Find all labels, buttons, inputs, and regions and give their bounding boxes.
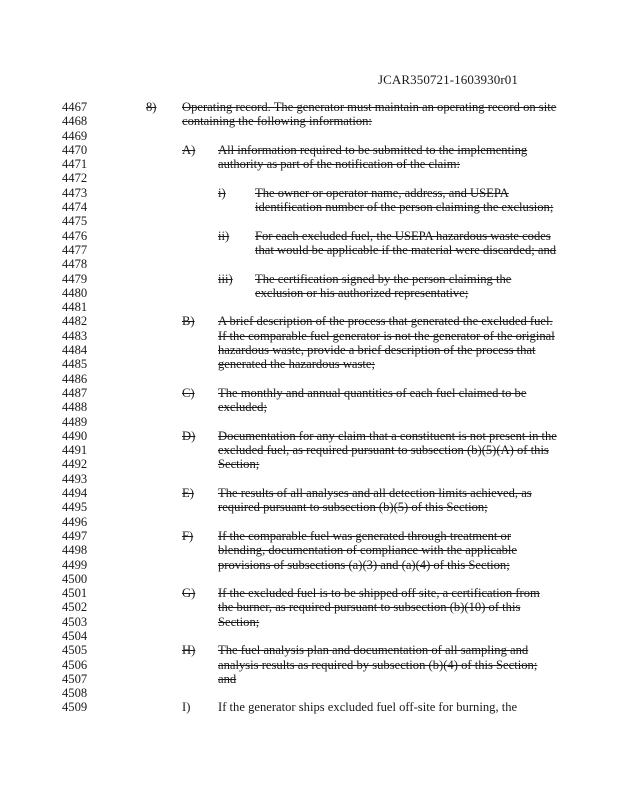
- line-number: 4468: [62, 114, 88, 129]
- document-line: [0, 357, 624, 371]
- line-number: 4477: [62, 242, 88, 257]
- line-number: 4509: [62, 700, 88, 715]
- line-number: 4500: [62, 571, 88, 586]
- document-body: [0, 100, 624, 715]
- document-line: [0, 472, 624, 486]
- document-line: [0, 572, 624, 586]
- item-label: I): [182, 700, 191, 715]
- line-number: 4487: [62, 385, 88, 400]
- line-text: The results of all analyses and all detection limits achieved, as: [218, 486, 532, 501]
- document-line: [0, 415, 624, 429]
- line-text: the burner, as required pursuant to subsection (b)(10) of this: [218, 600, 521, 615]
- line-number: 4486: [62, 371, 88, 386]
- line-number: 4482: [62, 314, 88, 329]
- line-text: provisions of subsections (a)(3) and (a)(4) of this Section;: [218, 557, 510, 572]
- document-line: [0, 186, 624, 200]
- line-number: 4492: [62, 457, 88, 472]
- line-number: 4497: [62, 528, 88, 543]
- item-label: C): [182, 385, 195, 400]
- document-line: [0, 486, 624, 500]
- document-line: [0, 343, 624, 357]
- line-number: 4479: [62, 271, 88, 286]
- line-number: 4508: [62, 686, 88, 701]
- line-number: 4507: [62, 671, 88, 686]
- line-text: excluded fuel, as required pursuant to subsection (b)(5)(A) of this: [218, 443, 549, 458]
- document-line: [0, 443, 624, 457]
- line-number: 4505: [62, 643, 88, 658]
- line-text: A brief description of the process that generated the excluded fuel.: [218, 314, 553, 329]
- document-line: [0, 286, 624, 300]
- line-number: 4491: [62, 443, 88, 458]
- line-number: 4489: [62, 414, 88, 429]
- document-line: [0, 658, 624, 672]
- line-number: 4470: [62, 142, 88, 157]
- document-line: [0, 500, 624, 514]
- line-text: excluded;: [218, 400, 267, 415]
- document-line: [0, 672, 624, 686]
- document-line: [0, 558, 624, 572]
- line-number: 4467: [62, 100, 88, 114]
- line-number: 4480: [62, 285, 88, 300]
- document-line: [0, 300, 624, 314]
- line-number: 4493: [62, 471, 88, 486]
- line-text: hazardous waste, provide a brief description of the process that: [218, 343, 536, 358]
- document-line: [0, 257, 624, 271]
- document-line: [0, 329, 624, 343]
- document-line: [0, 400, 624, 414]
- line-text: generated the hazardous waste;: [218, 357, 375, 372]
- item-label: A): [182, 142, 196, 157]
- line-number: 4475: [62, 214, 88, 229]
- item-label: B): [182, 314, 195, 329]
- line-number: 4490: [62, 428, 88, 443]
- line-number: 4471: [62, 157, 88, 172]
- document-line: [0, 629, 624, 643]
- line-text: blending, documentation of compliance with the applicable: [218, 543, 518, 558]
- document-line: [0, 114, 624, 128]
- line-number: 4502: [62, 600, 88, 615]
- line-number: 4478: [62, 257, 88, 272]
- line-text: If the comparable fuel was generated through treatment or: [218, 528, 512, 543]
- document-line: [0, 272, 624, 286]
- document-line: [0, 457, 624, 471]
- line-text: and: [218, 671, 237, 686]
- document-line: [0, 171, 624, 185]
- line-text: exclusion or his authorized representative;: [255, 285, 469, 300]
- line-text: Operating record. The generator must maintain an operating record on site: [182, 100, 557, 114]
- item-label: ii): [218, 228, 230, 243]
- item-label: E): [182, 486, 194, 501]
- line-number: 4481: [62, 300, 88, 315]
- item-label: iii): [218, 271, 233, 286]
- document-line: [0, 586, 624, 600]
- document-line: [0, 386, 624, 400]
- document-line: [0, 314, 624, 328]
- line-text: analysis results as required by subsection (b)(4) of this Section;: [218, 657, 538, 672]
- document-line: [0, 429, 624, 443]
- item-label: G): [182, 586, 196, 601]
- document-line: [0, 529, 624, 543]
- document-line: [0, 129, 624, 143]
- line-text: authority as part of the notification of the claim:: [218, 157, 461, 172]
- line-text: The fuel analysis plan and documentation of all sampling and: [218, 643, 529, 658]
- document-line: [0, 157, 624, 171]
- document-line: [0, 600, 624, 614]
- document-line: [0, 229, 624, 243]
- line-text: The monthly and annual quantities of each fuel claimed to be: [218, 385, 527, 400]
- item-label: i): [218, 185, 226, 200]
- line-number: 4469: [62, 128, 88, 143]
- line-number: 4476: [62, 228, 88, 243]
- line-text: All information required to be submitted to the implementing: [218, 142, 528, 157]
- document-line: [0, 143, 624, 157]
- line-text: required pursuant to subsection (b)(5) of this Section;: [218, 500, 488, 515]
- line-text: If the comparable fuel generator is not the generator of the original: [218, 328, 555, 343]
- line-number: 4499: [62, 557, 88, 572]
- line-number: 4501: [62, 586, 88, 601]
- document-line: [0, 515, 624, 529]
- document-line: [0, 615, 624, 629]
- line-text: Section;: [218, 457, 260, 472]
- item-label: F): [182, 528, 194, 543]
- line-number: 4484: [62, 343, 88, 358]
- line-text: For each excluded fuel, the USEPA hazardous waste codes: [255, 228, 551, 243]
- document-id: JCAR350721-1603930r01: [377, 72, 518, 87]
- line-text: that would be applicable if the material were discarded; and: [255, 242, 557, 257]
- line-text: containing the following information:: [182, 114, 372, 129]
- line-number: 4474: [62, 200, 88, 215]
- line-number: 4485: [62, 357, 88, 372]
- line-number: 4503: [62, 614, 88, 629]
- line-number: 4506: [62, 657, 88, 672]
- item-label: H): [182, 643, 196, 658]
- line-text: The owner or operator name, address, and USEPA: [255, 185, 509, 200]
- document-line: [0, 700, 624, 714]
- item-label: D): [182, 428, 196, 443]
- item-label: 8): [146, 100, 157, 114]
- document-line: [0, 100, 624, 114]
- line-text: If the generator ships excluded fuel off-site for burning, the: [218, 700, 518, 715]
- document-line: [0, 372, 624, 386]
- line-number: 4498: [62, 543, 88, 558]
- line-number: 4488: [62, 400, 88, 415]
- document-line: [0, 543, 624, 557]
- document-line: [0, 200, 624, 214]
- line-text: Section;: [218, 614, 260, 629]
- line-number: 4483: [62, 328, 88, 343]
- line-number: 4472: [62, 171, 88, 186]
- line-number: 4504: [62, 628, 88, 643]
- line-number: 4494: [62, 486, 88, 501]
- document-line: [0, 243, 624, 257]
- line-text: Documentation for any claim that a constituent is not present in the: [218, 428, 557, 443]
- document-line: [0, 214, 624, 228]
- document-line: [0, 643, 624, 657]
- line-number: 4473: [62, 185, 88, 200]
- line-number: 4496: [62, 514, 88, 529]
- document-line: [0, 686, 624, 700]
- line-text: identification number of the person claiming the exclusion;: [255, 200, 554, 215]
- line-text: The certification signed by the person claiming the: [255, 271, 512, 286]
- line-text: If the excluded fuel is to be shipped off site, a certification from: [218, 586, 540, 601]
- line-number: 4495: [62, 500, 88, 515]
